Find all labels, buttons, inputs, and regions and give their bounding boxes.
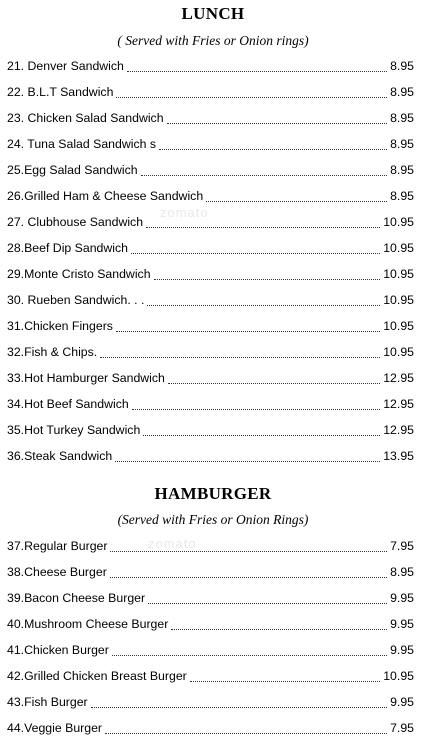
- dot-leader: [143, 421, 380, 436]
- item-price: 12.95: [383, 371, 414, 385]
- dot-leader: [116, 317, 380, 332]
- item-price: 12.95: [383, 397, 414, 411]
- dot-leader: [190, 667, 380, 682]
- dot-leader: [105, 719, 387, 734]
- item-price: 13.95: [383, 449, 414, 463]
- item-name: 38.Cheese Burger: [7, 565, 107, 579]
- item-name: 25.Egg Salad Sandwich: [7, 163, 138, 177]
- hamburger-title: HAMBURGER: [154, 484, 272, 503]
- item-name: 30. Rueben Sandwich. . .: [7, 293, 145, 307]
- item-price: 8.95: [390, 189, 414, 203]
- item-price: 7.95: [390, 539, 414, 553]
- item-price: 8.95: [390, 565, 414, 579]
- menu-item: [0, 611, 426, 637]
- menu-item: [0, 365, 426, 391]
- lunch-menu-list: [0, 53, 426, 469]
- item-price: 10.95: [383, 669, 414, 683]
- dot-leader: [131, 239, 380, 254]
- item-price: 10.95: [383, 267, 414, 281]
- menu-item: [0, 559, 426, 585]
- item-name: 24. Tuna Salad Sandwich s: [7, 137, 157, 151]
- item-name: 28.Beef Dip Sandwich: [7, 241, 128, 255]
- item-name: 39.Bacon Cheese Burger: [7, 591, 146, 605]
- dot-leader: [110, 563, 387, 578]
- dot-leader: [112, 641, 387, 656]
- item-name: 27. Clubhouse Sandwich: [7, 215, 144, 229]
- menu-item: [0, 339, 426, 365]
- item-name: 21. Denver Sandwich: [7, 59, 124, 73]
- item-price: 9.95: [390, 695, 414, 709]
- item-name: 32.Fish & Chips.: [7, 345, 98, 359]
- item-price: 10.95: [383, 293, 414, 307]
- menu-item: [0, 663, 426, 689]
- item-price: 8.95: [390, 163, 414, 177]
- item-name: 29.Monte Cristo Sandwich: [7, 267, 151, 281]
- menu-item: [0, 391, 426, 417]
- item-name: 44.Veggie Burger: [7, 721, 103, 735]
- menu-item: [0, 261, 426, 287]
- item-name: 22. B.L.T Sandwich: [7, 85, 114, 99]
- item-price: 7.95: [390, 721, 414, 735]
- menu-item: [0, 443, 426, 469]
- menu-item: [0, 287, 426, 313]
- item-name: 23. Chicken Salad Sandwich: [7, 111, 164, 125]
- watermark: zomato: [160, 205, 209, 220]
- menu-item: [0, 417, 426, 443]
- menu-item: [0, 689, 426, 715]
- item-price: 10.95: [383, 319, 414, 333]
- dot-leader: [127, 57, 387, 72]
- menu-item: [0, 637, 426, 663]
- menu-item: [0, 235, 426, 261]
- menu-item: [0, 105, 426, 131]
- item-price: 10.95: [383, 241, 414, 255]
- hamburger-note: (Served with Fries or Onion Rings): [117, 512, 309, 527]
- item-price: 9.95: [390, 591, 414, 605]
- dot-leader: [147, 291, 380, 306]
- dot-leader: [148, 589, 387, 604]
- dot-leader: [146, 213, 380, 228]
- menu-item: [0, 79, 426, 105]
- item-name: 42.Grilled Chicken Breast Burger: [7, 669, 187, 683]
- item-price: 8.95: [390, 111, 414, 125]
- dot-leader: [132, 395, 381, 410]
- dot-leader: [171, 615, 387, 630]
- item-name: 35.Hot Turkey Sandwich: [7, 423, 141, 437]
- item-name: 26.Grilled Ham & Cheese Sandwich: [7, 189, 204, 203]
- item-name: 40.Mushroom Cheese Burger: [7, 617, 169, 631]
- hamburger-menu-list: [0, 533, 426, 741]
- item-price: 9.95: [390, 643, 414, 657]
- item-name: 34.Hot Beef Sandwich: [7, 397, 129, 411]
- item-name: 41.Chicken Burger: [7, 643, 109, 657]
- item-price: 10.95: [383, 215, 414, 229]
- menu-item: [0, 715, 426, 741]
- item-name: 36.Steak Sandwich: [7, 449, 113, 463]
- dot-leader: [91, 693, 387, 708]
- menu-item: [0, 533, 426, 559]
- item-price: 8.95: [390, 59, 414, 73]
- dot-leader: [141, 161, 387, 176]
- item-name: 33.Hot Hamburger Sandwich: [7, 371, 165, 385]
- dot-leader: [115, 447, 380, 462]
- watermark: zomato: [148, 536, 197, 551]
- item-price: 9.95: [390, 617, 414, 631]
- menu-item: [0, 53, 426, 79]
- dot-leader: [154, 265, 381, 280]
- item-price: 8.95: [390, 137, 414, 151]
- menu-item: [0, 209, 426, 235]
- item-price: 12.95: [383, 423, 414, 437]
- item-price: 10.95: [383, 345, 414, 359]
- menu-item: [0, 313, 426, 339]
- item-name: 43.Fish Burger: [7, 695, 88, 709]
- lunch-title: LUNCH: [181, 4, 245, 23]
- dot-leader: [100, 343, 380, 358]
- dot-leader: [168, 369, 380, 384]
- menu-item: [0, 157, 426, 183]
- dot-leader: [110, 537, 387, 552]
- menu-item: [0, 183, 426, 209]
- menu-item: [0, 131, 426, 157]
- item-name: 31.Chicken Fingers: [7, 319, 113, 333]
- dot-leader: [167, 109, 388, 124]
- item-price: 8.95: [390, 85, 414, 99]
- menu-item: [0, 585, 426, 611]
- dot-leader: [159, 135, 387, 150]
- item-name: 37.Regular Burger: [7, 539, 108, 553]
- dot-leader: [116, 83, 387, 98]
- lunch-note: ( Served with Fries or Onion rings): [117, 33, 309, 48]
- dot-leader: [206, 187, 387, 202]
